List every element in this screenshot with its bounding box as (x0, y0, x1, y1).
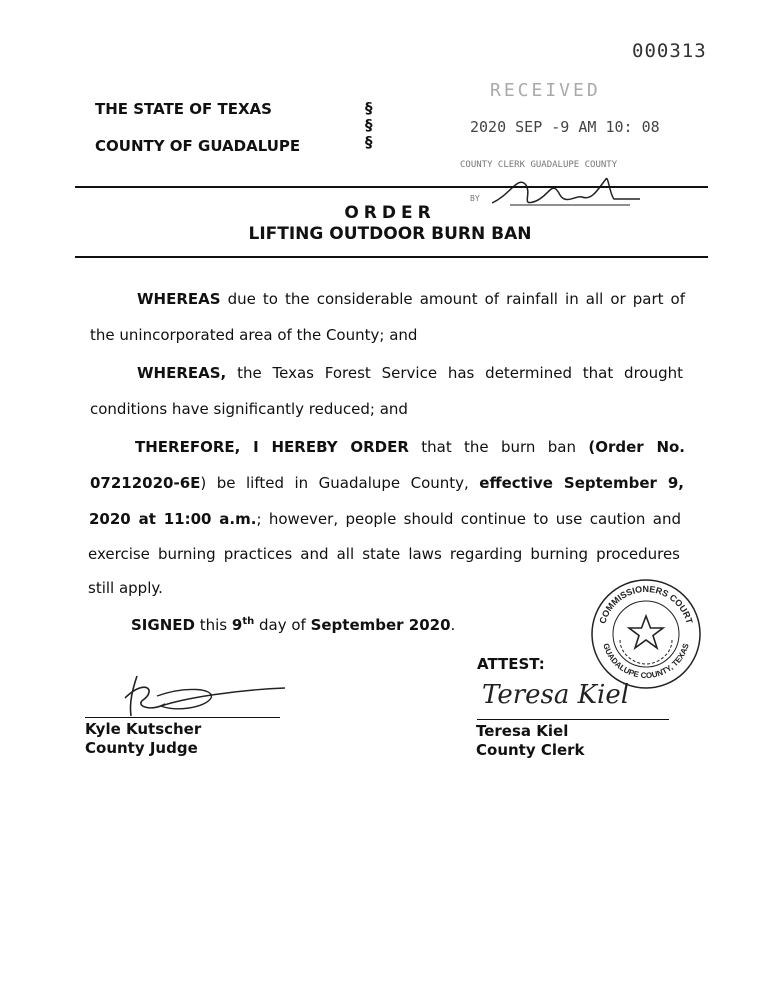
svg-text:GUADALUPE COUNTY, TEXAS (601, 642, 691, 680)
judge-title: County Judge (85, 739, 198, 757)
section-marks: § § § (365, 99, 373, 151)
therefore-line-2: 07212020-6E) be lifted in Guadalupe County, effective September 9, (90, 474, 684, 492)
stamp-datetime: 2020 SEP -9 AM 10: 08 (470, 118, 660, 136)
state-heading: THE STATE OF TEXAS (95, 100, 272, 118)
seal-bottom-text: GUADALUPE COUNTY, TEXAS (601, 642, 691, 681)
whereas-1-line-2: the unincorporated area of the County; and (90, 326, 418, 344)
whereas-1-line-1: WHEREAS due to the considerable amount of rainfall in all or part of (137, 290, 685, 308)
title-bottom-rule (75, 256, 708, 258)
judge-name: Kyle Kutscher (85, 720, 202, 738)
stamp-by: BY (470, 194, 480, 203)
judge-signature (85, 668, 290, 723)
title-top-rule (75, 186, 708, 188)
therefore-line-5: still apply. (88, 579, 163, 597)
clerk-signature-line (477, 719, 669, 720)
stamp-clerk-line: COUNTY CLERK GUADALUPE COUNTY (460, 160, 618, 170)
order-title: ORDER (344, 203, 436, 223)
judge-signature-line (85, 717, 280, 718)
county-heading: COUNTY OF GUADALUPE (95, 137, 301, 155)
seal-star-icon (629, 616, 663, 648)
stamp-signature (480, 165, 650, 215)
clerk-signature: Teresa Kiel (482, 680, 630, 710)
therefore-line-1: THEREFORE, I HEREBY ORDER that the burn ban (Order No. (135, 438, 686, 456)
attest-label: ATTEST: (477, 655, 545, 673)
received-stamp: RECEIVED (490, 80, 601, 101)
clerk-title: County Clerk (476, 741, 585, 759)
whereas-2-line-1: WHEREAS, the Texas Forest Service has determined that drought (137, 364, 683, 382)
therefore-line-3: 2020 at 11:00 a.m.; however, people should continue to use caution and (89, 510, 681, 528)
signed-line: SIGNED this 9th day of September 2020. (131, 616, 456, 634)
svg-text:COMMISSIONERS COURT (597, 584, 694, 625)
order-subtitle: LIFTING OUTDOOR BURN BAN (248, 224, 532, 244)
clerk-name: Teresa Kiel (476, 722, 569, 740)
commissioners-court-seal (590, 578, 702, 690)
therefore-line-4: exercise burning practices and all state laws regarding burning procedures (88, 545, 680, 563)
page-number: 000313 (632, 40, 707, 62)
seal-top-text: COMMISSIONERS COURT (597, 583, 695, 625)
whereas-2-line-2: conditions have significantly reduced; and (90, 400, 408, 418)
